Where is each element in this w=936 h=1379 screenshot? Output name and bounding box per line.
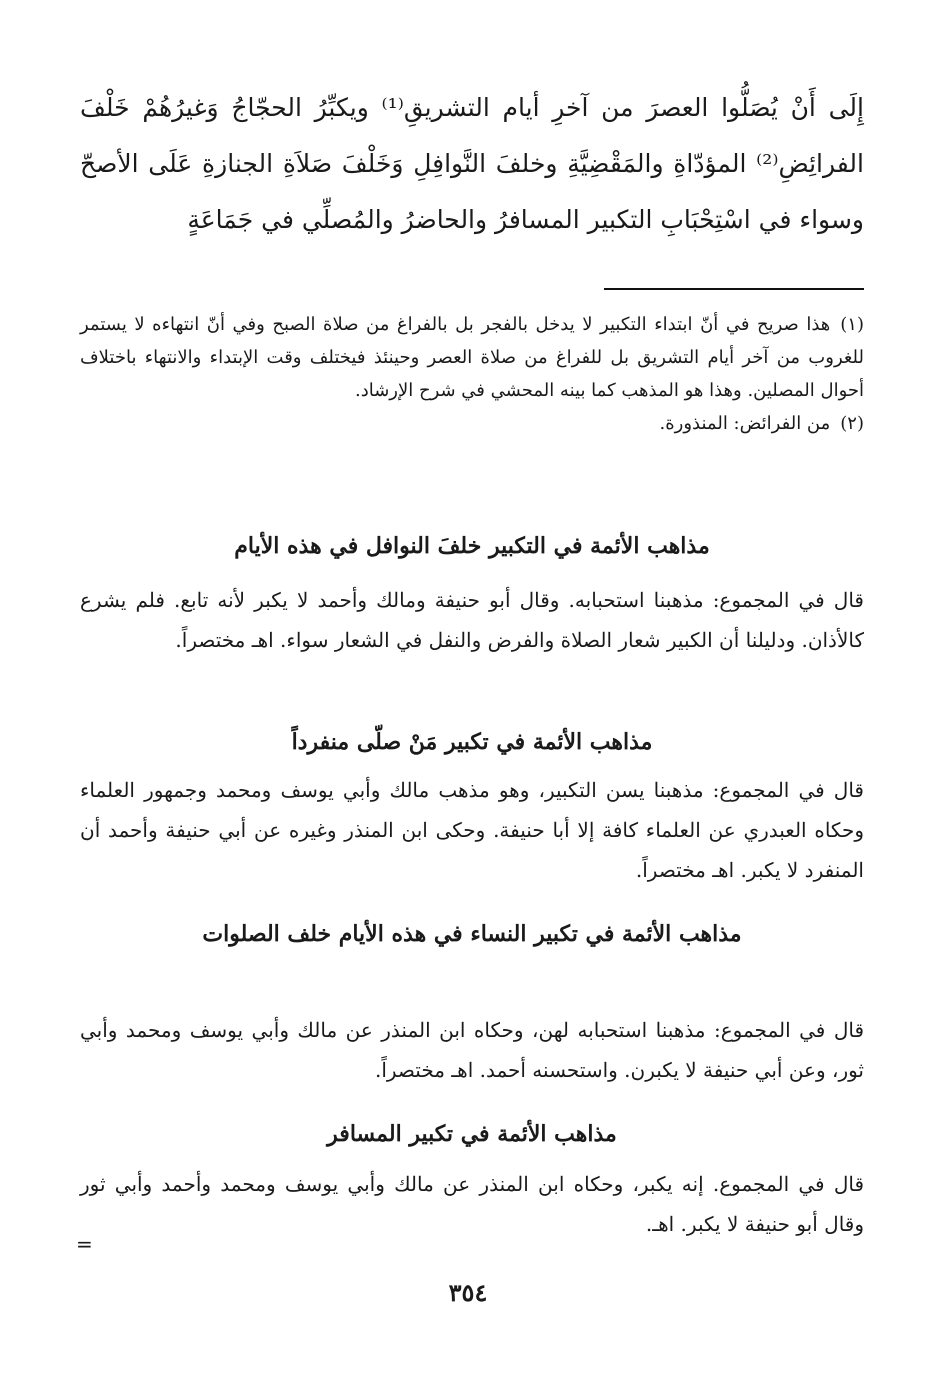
main-text: إِلَى أَنْ يُصَلُّوا العصرَ من آخرِ أيام التشريقِ⁽¹⁾ ويكبِّرُ الحجّاجُ وَغيرُهُمْ خَلْفَ الفرائِضِ⁽²⁾ المؤدّاةِ والمَقْضِيَّةِ وخلفَ النَّوافِلِ وَخَلْفَ صَلاَةِ الجنازةِ عَلَى الأصحّ وسواء في اسْتِحْبَابِ التكبير المسافرُ والحاضرُ والمُصلِّي في جَمَاعَةٍ bbox=[80, 93, 864, 234]
section-heading: مذاهب الأئمة في التكبير خلفَ النوافل في هذه الأيام bbox=[234, 533, 710, 559]
section-munfarid bbox=[80, 722, 864, 890]
footnote-number: (١) bbox=[840, 314, 864, 335]
section-body: قال في المجموع. إنه يكبر، وحكاه ابن المنذر عن مالك وأبي يوسف ومحمد وأحمد وأبي ثور وقال أبو حنيفة لا يكبر. اهـ. bbox=[80, 1172, 865, 1236]
page-number: ٣٥٤ bbox=[448, 1278, 488, 1307]
footnote-2 bbox=[80, 407, 864, 440]
section-body: قال في المجموع: مذهبنا استحبابه لهن، وحكاه ابن المنذر عن مالك وأبي يوسف ومحمد وأبي ثور، وعن أبي حنيفة لا يكبرن. واستحسنه أحمد. اهـ مختصراً. bbox=[80, 1018, 864, 1082]
footnote-text: هذا صريح في أنّ ابتداء التكبير لا يدخل بالفجر بل بالفراغ من صلاة الصبح وفي أنّ انتهاءه لا يستمر للغروب من آخر أيام التشريق بل للفراغ من صلاة العصر وحينئذ فيختلف وقت الإبتداء والانتهاء باختلاف أحوال المصلين. وهذا هو المذهب كما بينه المحشي في شرح الإرشاد. bbox=[80, 314, 864, 401]
footnote-number: (٢) bbox=[840, 413, 864, 434]
footnote-text: من الفرائض: المنذورة. bbox=[659, 413, 831, 434]
section-heading: مذاهب الأئمة في تكبير المسافر bbox=[327, 1121, 617, 1147]
section-nisa bbox=[80, 914, 864, 1090]
section-heading: مذاهب الأئمة في تكبير النساء في هذه الأيام خلف الصلوات bbox=[202, 921, 742, 947]
continuation-mark: = bbox=[76, 1232, 93, 1256]
footnote-separator bbox=[604, 288, 864, 290]
section-body: قال في المجموع: مذهبنا يسن التكبير، وهو مذهب مالك وأبي يوسف ومحمد وجمهور العلماء وحكاه العبدري عن العلماء كافة إلا أبا حنيفة. وحكى ابن المنذر وغيره عن أبي حنيفة وأحمد أن المنفرد لا يكبر. اهـ مختصراً. bbox=[80, 778, 864, 882]
book-page bbox=[80, 80, 864, 1310]
section-nawafil bbox=[80, 526, 864, 660]
section-heading: مذاهب الأئمة في تكبير مَنْ صلّى منفرداً bbox=[291, 729, 653, 755]
footnotes bbox=[80, 308, 864, 440]
section-musafir bbox=[80, 1114, 864, 1244]
footnote-1 bbox=[80, 308, 864, 407]
section-body: قال في المجموع: مذهبنا استحبابه. وقال أبو حنيفة ومالك وأحمد لا يكبر لأنه تابع. فلم يشرع كالأذان. ودليلنا أن الكبير شعار الصلاة والفرض والنفل في الشعار سواء. اهـ مختصراً. bbox=[80, 588, 864, 652]
